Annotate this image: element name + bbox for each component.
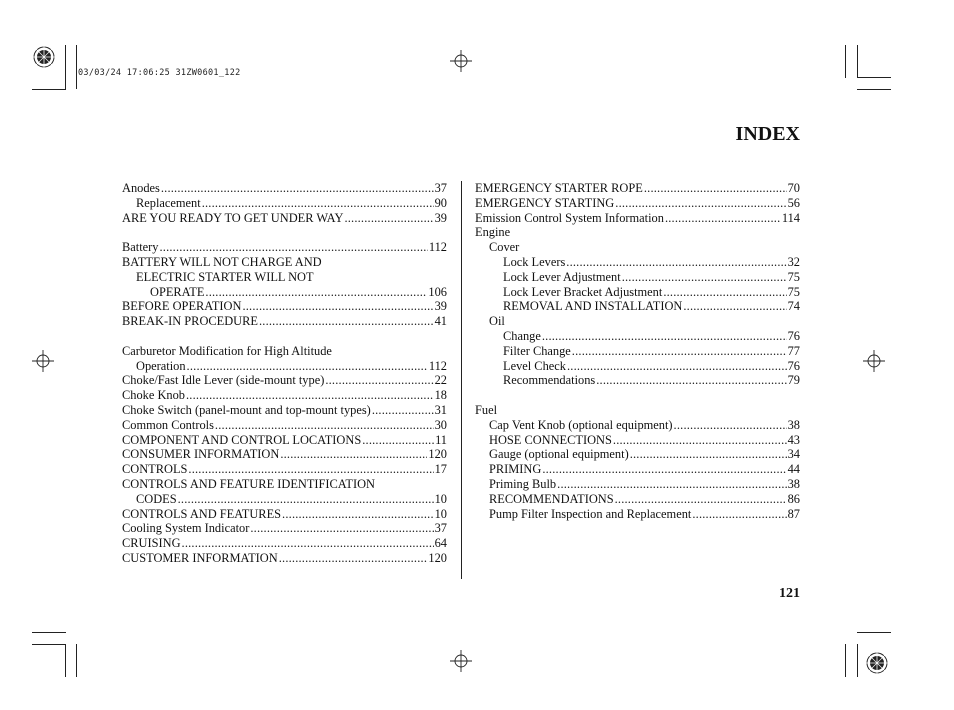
index-entry-page: 120 <box>428 550 447 565</box>
dot-leader <box>644 181 787 196</box>
index-entry-label: Common Controls <box>122 417 214 432</box>
index-entry-label: Cooling System Indicator <box>122 521 250 536</box>
index-entry-label: CRUISING <box>122 536 181 551</box>
index-entry-page: 37 <box>434 181 447 195</box>
index-entry-label: HOSE CONNECTIONS <box>489 432 612 447</box>
index-entry-page: 56 <box>787 195 800 210</box>
index-entry-label: ARE YOU READY TO GET UNDER WAY <box>122 210 344 225</box>
index-entry-page: 74 <box>787 299 800 314</box>
dot-leader <box>372 403 434 418</box>
index-entry-label: Choke Switch (panel-mount and top-mount types) <box>122 402 371 417</box>
dot-leader <box>557 477 786 492</box>
index-entry <box>122 388 447 403</box>
index-entry <box>122 373 447 388</box>
dot-leader <box>161 181 434 196</box>
index-entry <box>122 344 447 359</box>
dot-leader <box>615 492 787 507</box>
index-entry-label: Operation <box>136 358 186 373</box>
index-entry <box>475 299 800 314</box>
index-entry-page: 39 <box>434 299 447 314</box>
index-entry-page: 22 <box>434 373 447 388</box>
index-entry-label: ELECTRIC STARTER WILL NOT <box>136 269 314 284</box>
index-entry <box>475 196 800 211</box>
index-entry <box>122 299 447 314</box>
registration-target-icon <box>33 46 55 68</box>
index-entry <box>475 507 800 522</box>
index-entry-label: Battery <box>122 240 159 255</box>
dot-leader <box>186 388 434 403</box>
crosshair-mark-icon <box>450 50 472 72</box>
index-entry-label: EMERGENCY STARTING <box>475 195 615 210</box>
index-entry-label: Pump Filter Inspection and Replacement <box>489 506 692 521</box>
index-entry <box>475 447 800 462</box>
index-entry-page: 86 <box>787 491 800 506</box>
dot-leader <box>622 270 787 285</box>
dot-leader <box>187 359 428 374</box>
index-entry-label: Emission Control System Information <box>475 210 664 225</box>
index-column-left <box>122 181 447 566</box>
index-entry-label: Cover <box>489 240 520 255</box>
dot-leader <box>344 211 433 226</box>
index-entry-label: RECOMMENDATIONS <box>489 491 614 506</box>
dot-leader <box>542 462 786 477</box>
index-entry-page: 79 <box>787 373 800 388</box>
page-title: INDEX <box>735 123 800 145</box>
index-entry <box>122 314 447 329</box>
index-entry <box>122 551 447 566</box>
index-entry-label: Filter Change <box>503 343 571 358</box>
index-entry-page: 44 <box>787 462 800 477</box>
index-entry-page: 39 <box>434 210 447 225</box>
index-entry <box>475 492 800 507</box>
index-entry-page: 38 <box>787 417 800 432</box>
index-entry <box>475 314 800 329</box>
index-entry-page: 37 <box>434 521 447 536</box>
index-entry-page: 18 <box>434 388 447 403</box>
index-entry-label: Fuel <box>475 402 498 417</box>
index-entry-label: Replacement <box>136 195 201 210</box>
dot-leader <box>630 447 787 462</box>
index-entry-label: Choke Knob <box>122 388 185 403</box>
index-entry-label: Lock Levers <box>503 254 566 269</box>
index-entry <box>122 196 447 211</box>
index-entry-page: 106 <box>428 284 447 299</box>
index-entry-label: Change <box>503 328 541 343</box>
index-entry <box>475 211 800 226</box>
index-entry-label: Choke/Fast Idle Lever (side-mount type) <box>122 373 325 388</box>
index-entry-page: 90 <box>434 195 447 210</box>
index-entry <box>475 373 800 388</box>
crosshair-mark-icon <box>32 350 54 372</box>
blank-line <box>122 329 447 344</box>
dot-leader <box>674 418 787 433</box>
index-entry-page: 41 <box>434 314 447 329</box>
index-entry <box>122 285 447 300</box>
index-entry-page: 17 <box>434 462 447 477</box>
index-entry-label: Recommendations <box>503 373 596 388</box>
dot-leader <box>205 285 427 300</box>
column-divider <box>461 181 462 579</box>
index-entry-label: REMOVAL AND INSTALLATION <box>503 299 683 314</box>
index-entry <box>122 359 447 374</box>
index-entry-label: BATTERY WILL NOT CHARGE AND <box>122 254 322 269</box>
index-entry-label: Cap Vent Knob (optional equipment) <box>489 417 673 432</box>
index-entry <box>475 285 800 300</box>
index-entry-page: 75 <box>787 284 800 299</box>
index-entry-label: Oil <box>489 314 505 329</box>
dot-leader <box>566 255 786 270</box>
dot-leader <box>250 521 433 536</box>
index-entry-label: COMPONENT AND CONTROL LOCATIONS <box>122 432 362 447</box>
index-entry <box>122 521 447 536</box>
dot-leader <box>663 285 786 300</box>
index-entry-label: CONTROLS AND FEATURE IDENTIFICATION <box>122 476 375 491</box>
print-stamp: 03/03/24 17:06:25 31ZW0601_122 <box>78 68 241 78</box>
dot-leader <box>572 344 787 359</box>
index-entry <box>122 492 447 507</box>
page-number: 121 <box>779 586 800 601</box>
dot-leader <box>202 196 434 211</box>
index-entry <box>475 477 800 492</box>
index-entry <box>475 255 800 270</box>
crosshair-mark-icon <box>863 350 885 372</box>
dot-leader <box>280 447 427 462</box>
index-entry-label: Lock Lever Bracket Adjustment <box>503 284 663 299</box>
index-entry <box>475 462 800 477</box>
index-entry-page: 32 <box>787 254 800 269</box>
dot-leader <box>596 373 786 388</box>
index-entry-page: 11 <box>435 432 447 447</box>
index-entry-page: 38 <box>787 476 800 491</box>
dot-leader <box>188 462 433 477</box>
index-entry-label: CONTROLS <box>122 462 188 477</box>
index-entry-label: Engine <box>475 225 511 240</box>
index-entry-page: 70 <box>787 181 800 195</box>
index-entry <box>475 344 800 359</box>
index-entry <box>475 329 800 344</box>
blank-line <box>475 388 800 403</box>
crosshair-mark-icon <box>450 650 472 672</box>
index-entry-label: CONSUMER INFORMATION <box>122 447 280 462</box>
index-column-right <box>475 181 800 521</box>
index-entry <box>475 225 800 240</box>
index-entry-label: Lock Lever Adjustment <box>503 269 621 284</box>
index-entry-label: Priming Bulb <box>489 476 557 491</box>
index-entry-label: Level Check <box>503 358 566 373</box>
index-entry <box>122 418 447 433</box>
index-entry-label: OPERATE <box>150 284 205 299</box>
index-entry-label: CODES <box>136 491 177 506</box>
index-entry-page: 76 <box>787 328 800 343</box>
dot-leader <box>542 329 787 344</box>
blank-line <box>122 225 447 240</box>
dot-leader <box>242 299 433 314</box>
index-entry <box>122 211 447 226</box>
index-entry-page: 34 <box>787 447 800 462</box>
index-entry-page: 75 <box>787 269 800 284</box>
dot-leader <box>282 507 434 522</box>
index-entry <box>475 403 800 418</box>
index-entry-page: 76 <box>787 358 800 373</box>
index-entry <box>122 536 447 551</box>
index-entry-label: BREAK-IN PROCEDURE <box>122 314 258 329</box>
index-entry <box>475 359 800 374</box>
index-entry <box>122 270 447 285</box>
dot-leader <box>178 492 434 507</box>
index-entry <box>475 433 800 448</box>
dot-leader <box>683 299 786 314</box>
index-entry-label: CONTROLS AND FEATURES <box>122 506 282 521</box>
index-entry-page: 43 <box>787 432 800 447</box>
index-entry-page: 64 <box>434 536 447 551</box>
dot-leader <box>692 507 786 522</box>
index-entry <box>122 255 447 270</box>
index-entry <box>475 181 800 196</box>
index-entry <box>122 462 447 477</box>
dot-leader <box>159 240 427 255</box>
index-entry <box>122 240 447 255</box>
index-entry-page: 10 <box>434 506 447 521</box>
index-entry-page: 87 <box>787 506 800 521</box>
index-entry <box>122 507 447 522</box>
dot-leader <box>362 433 434 448</box>
dot-leader <box>615 196 786 211</box>
index-entry-page: 77 <box>787 343 800 358</box>
index-entry-label: Carburetor Modification for High Altitude <box>122 343 332 358</box>
index-entry <box>122 477 447 492</box>
index-entry <box>122 447 447 462</box>
index-entry <box>475 240 800 255</box>
index-entry <box>475 270 800 285</box>
index-entry-page: 120 <box>428 447 447 462</box>
index-entry-page: 30 <box>434 417 447 432</box>
index-entry-label: PRIMING <box>489 462 542 477</box>
index-entry-label: BEFORE OPERATION <box>122 299 242 314</box>
index-entry-label: EMERGENCY STARTER ROPE <box>475 181 643 195</box>
index-entry <box>122 403 447 418</box>
index-entry <box>122 433 447 448</box>
index-entry-label: Gauge (optional equipment) <box>489 447 629 462</box>
dot-leader <box>279 551 428 566</box>
index-entry <box>122 181 447 196</box>
dot-leader <box>215 418 434 433</box>
registration-target-icon <box>866 652 888 674</box>
index-entry-page: 112 <box>428 240 447 255</box>
dot-leader <box>325 373 433 388</box>
dot-leader <box>567 359 787 374</box>
index-entry <box>475 418 800 433</box>
dot-leader <box>613 433 787 448</box>
index-entry-page: 10 <box>434 491 447 506</box>
dot-leader <box>259 314 434 329</box>
dot-leader <box>665 211 781 226</box>
index-entry-label: Anodes <box>122 181 160 195</box>
index-entry-label: CUSTOMER INFORMATION <box>122 550 278 565</box>
index-entry-page: 114 <box>781 210 800 225</box>
index-entry-page: 31 <box>434 402 447 417</box>
dot-leader <box>182 536 434 551</box>
index-entry-page: 112 <box>428 358 447 373</box>
